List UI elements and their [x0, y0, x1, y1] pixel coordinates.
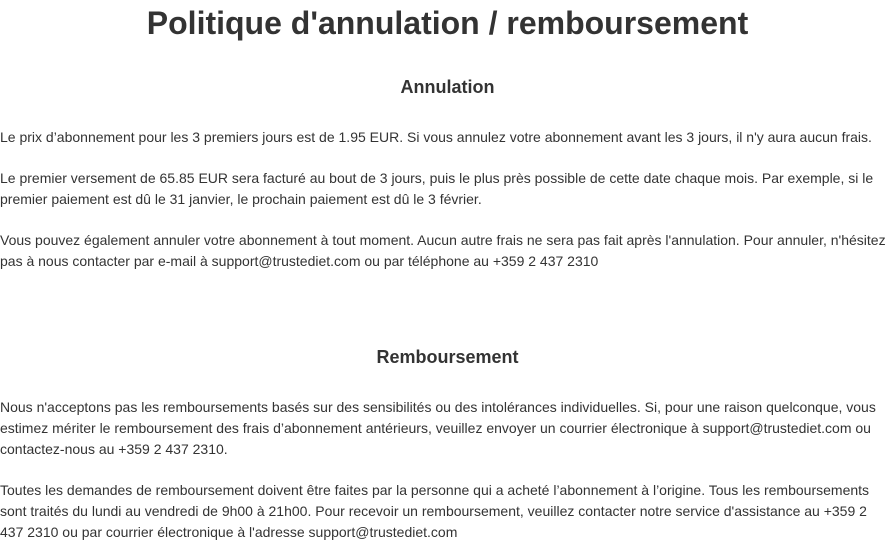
- refund-paragraph-process: Toutes les demandes de remboursement doivent être faites par la personne qui a acheté l’abonnement à l’origine. Tous les remboursements sont traités du lundi au vendredi de 9h00 à 21h00. Pour recevoir un remboursement, veuillez contacter notre service d'assistance au +359 2 437 2310 ou par courrier électronique à l'adresse support@trustediet.com: [0, 482, 870, 540]
- page-title: Politique d'annulation / remboursement: [146, 5, 749, 41]
- cancellation-paragraph-contact: Vous pouvez également annuler votre abonnement à tout moment. Aucun autre frais ne sera pas fait après l'annulation. Pour annuler, n'hésitez pas à nous contacter par e-mail à support@trustediet.com ou par téléphone au +359 2 437 2310: [0, 232, 886, 269]
- cancellation-heading: Annulation: [400, 77, 495, 97]
- refund-paragraph-eligibility: Nous n'acceptons pas les remboursements basés sur des sensibilités ou des intolérances individuelles. Si, pour une raison quelconque, vous estimez mériter le remboursement des frais d’abonnement antérieurs, veuillez envoyer un courrier électronique à support@trustediet.com ou contactez-nous au +359 2 437 2310.: [0, 399, 876, 457]
- refund-heading: Remboursement: [376, 347, 519, 367]
- cancellation-paragraph-billing: Le premier versement de 65.85 EUR sera facturé au bout de 3 jours, puis le plus près possible de cette date chaque mois. Par exemple, si le premier paiement est dû le 31 janvier, le prochain paiement est dû le 3 février.: [0, 170, 874, 207]
- cancellation-paragraph-trial: Le prix d’abonnement pour les 3 premiers jours est de 1.95 EUR. Si vous annulez votre abonnement avant les 3 jours, il n'y aura aucun frais.: [0, 129, 872, 145]
